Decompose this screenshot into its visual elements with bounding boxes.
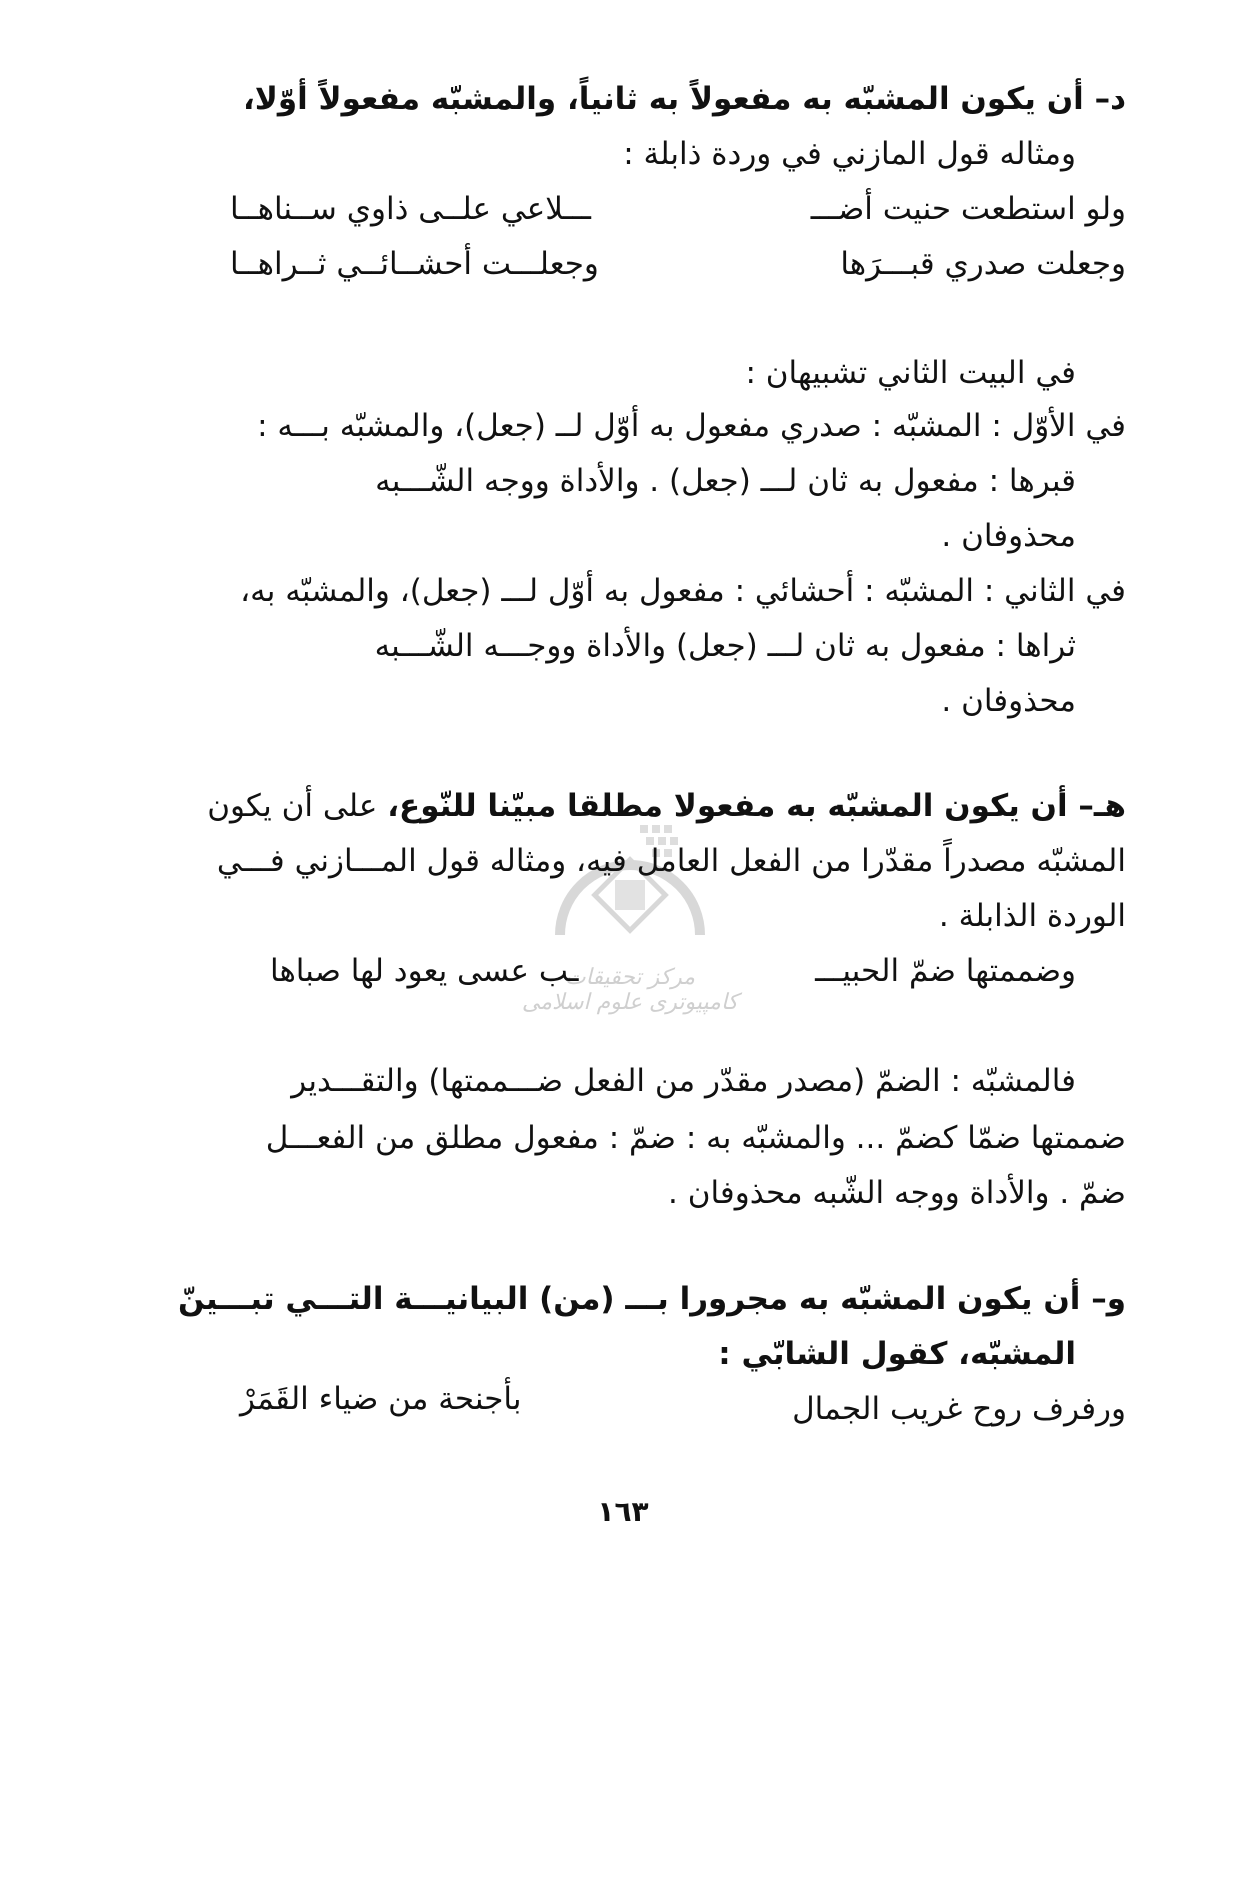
second-verse-intro: في البيت الثاني تشبيهان : bbox=[745, 355, 1076, 391]
verse-2-first-hemistich: وجعلت صدري قبـــرَها bbox=[840, 246, 1126, 282]
section-h-heading bbox=[207, 785, 1126, 827]
watermark-text: مرکز تحقیقات کامپیوتری علوم اسلامی bbox=[521, 965, 739, 1015]
section-h-explanation-1: فالمشبّه : الضمّ (مصدر مقدّر من الفعل ضـــممتها) والتقـــدير bbox=[291, 1063, 1076, 1099]
second-simile-line-3: محذوفان . bbox=[941, 683, 1076, 719]
first-simile-line-3: محذوفان . bbox=[941, 518, 1076, 554]
verse-3-first-hemistich: وضممتها ضمّ الحبيـــ bbox=[815, 953, 1076, 989]
first-simile-line-1: في الأوّل : المشبّه : صدري مفعول به أوّل لــ (جعل)، والمشبّه بـــه : bbox=[257, 408, 1126, 444]
second-simile-line-1: في الثاني : المشبّه : أحشائي : مفعول به أوّل لـــ (جعل)، والمشبّه به، bbox=[240, 573, 1126, 609]
first-simile-line-2: قبرها : مفعول به ثان لـــ (جعل) . والأداة ووجه الشّـــبه bbox=[375, 463, 1076, 499]
section-w-heading: و– أن يكون المشبّه به مجرورا بـــ (من) البيانيـــة التـــي تبـــينّ bbox=[177, 1281, 1126, 1317]
section-h-explanation-3: ضمّ . والأداة ووجه الشّبه محذوفان . bbox=[667, 1175, 1126, 1211]
verse-1-first-hemistich: ولو استطعت حنيت أضـــ bbox=[810, 191, 1126, 227]
section-d-example-intro: ومثاله قول المازني في وردة ذابلة : bbox=[623, 136, 1076, 172]
verse-3-second-hemistich: ـب عسى يعود لها صباها bbox=[270, 953, 579, 989]
mosque-emblem-icon bbox=[520, 815, 740, 965]
verse-2-second-hemistich: وجعلـــت أحشــائــي ثــراهــا bbox=[230, 246, 599, 282]
section-h-line-2: المشبّه مصدراً مقدّرا من الفعل العامل فيه، ومثاله قول المـــازني فـــي bbox=[216, 843, 1126, 879]
section-h-heading-rest: على أن يكون bbox=[207, 788, 388, 824]
second-simile-line-2: ثراها : مفعول به ثان لـــ (جعل) والأداة ووجـــه الشّـــبه bbox=[374, 628, 1076, 664]
section-h-heading-bold: هـ– أن يكون المشبّه به مفعولا مطلقا مبيّنا للنّوع، bbox=[387, 788, 1126, 824]
verse-4-first-hemistich: ورفرف روح غريب الجمال bbox=[792, 1391, 1126, 1427]
section-h-line-3: الوردة الذابلة . bbox=[938, 898, 1126, 934]
section-h-explanation-2: ضممتها ضمّا كضمّ ... والمشبّه به : ضمّ : مفعول مطلق من الفعـــل bbox=[265, 1120, 1126, 1156]
section-w-line-2: المشبّه، كقول الشابّي : bbox=[718, 1336, 1076, 1372]
section-d-heading: د– أن يكون المشبّه به مفعولاً به ثانياً، والمشبّه مفعولاً أوّلا، bbox=[242, 81, 1126, 117]
page-number: ١٦٣ bbox=[597, 1495, 649, 1528]
verse-4-second-hemistich: بأجنحة من ضياء القَمَرْ bbox=[240, 1381, 522, 1417]
verse-1-second-hemistich: ـــلاعي علــى ذاوي ســناهــا bbox=[230, 191, 591, 227]
